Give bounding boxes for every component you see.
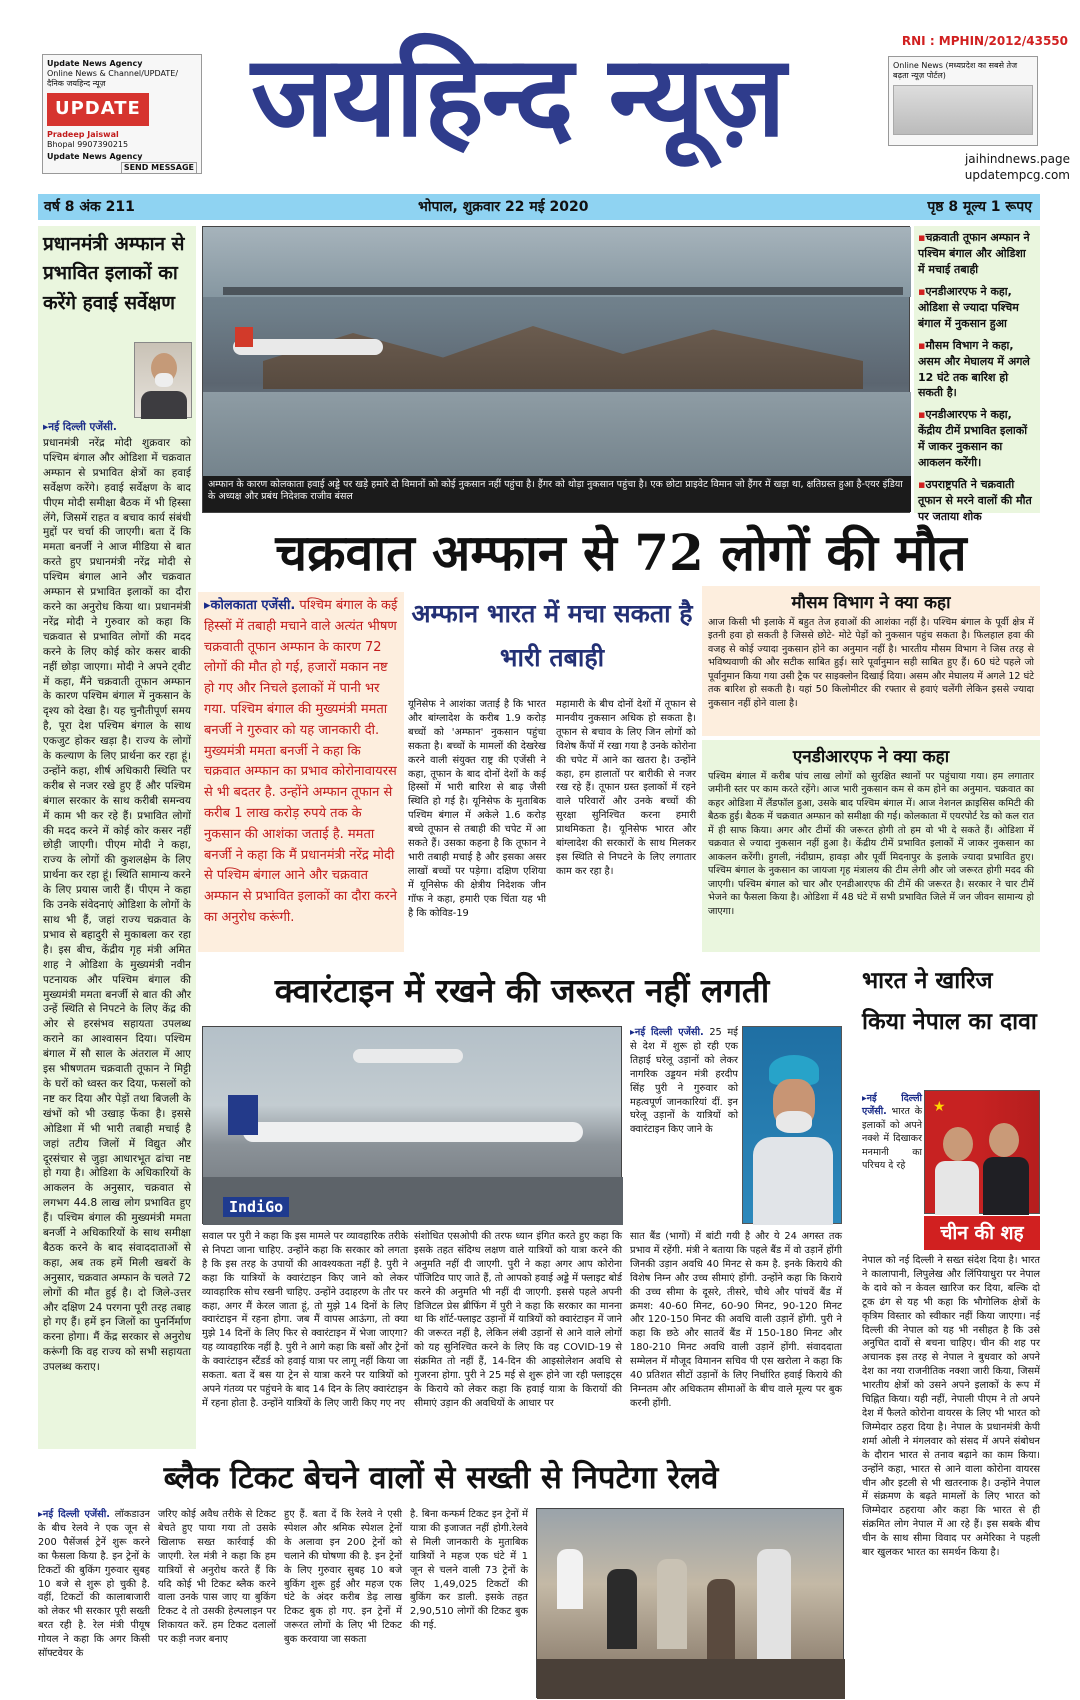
right-advertisement[interactable] xyxy=(888,56,1038,146)
ad-person: Pradeep Jaiswal xyxy=(47,129,119,139)
ndrf-box xyxy=(702,740,1040,952)
ad-footer: Update News Agency xyxy=(47,151,143,161)
ad-brand: Update News Agency xyxy=(47,59,143,68)
main-headline: चक्रवात अम्फान से 72 लोगों की मौत xyxy=(275,523,967,582)
left-story-dateline: नई दिल्ली एजेंसी. xyxy=(48,421,117,433)
kolkata-story: ▸कोलकाता एजेंसी. पश्चिम बंगाल के कई हिस्सों में तबाही मचाने वाले अत्यंत भीषण चक्रवाती तूफान अम्फान के कारण 72 लोगों की मौत हो गई, हजारों मकान नष्ट हो गए और निचले इलाकों में पानी भर गया. पश्चिम बंगाल की मुख्यमंत्री ममता बनर्जी ने गुरुवार को यह जानकारी दी. मुख्यमंत्री ममता बनर्जी ने कहा कि चक्रवात अम्फान का प्रभाव कोरोनावायरस से भी बदतर है. उन्होंने अम्फान तूफान से करीब 1 लाख करोड़ रुपये तक के नुकसान की आशंका जताई है. ममता बनर्जी ने कहा कि मैं प्रधानमंत्री नरेंद्र मोदी से पश्चिम बंगाल आने और चक्रवात अम्फान से प्रभावित इलाकों का दौरा करने का अनुरोध करूंगी. xyxy=(198,592,404,952)
left-story: प्रधानमंत्री अम्फान से प्रभावित इलाकों का करेंगे हवाई सर्वेक्षण ▸नई दिल्ली एजेंसी. प्रधानमंत्री नरेंद्र मोदी शुक्रवार को पश्चिम बंगाल और ओडिशा में चक्रवात अम्फान से प्रभावित क्षेत्रों का हवाई सर्वेक्षण करेंगे। हवाई सर्वेक्षण के बाद पीएम मोदी समीक्षा बैठक में भी हिस्सा लेंगे, जिसमें राहत व बचाव कार्य संबंधी मुद्दों पर चर्चा की जाएगी। बता दें कि ममता बनर्जी ने आज मीडिया से बात करते हुए प्रधानमंत्री नरेंद्र मोदी से पश्चिम बंगाल आने और चक्रवात अम्फान से प्रभावित इलाकों का दौरा करने का अनुरोध किया था। प्रधानमंत्री नरेंद्र मोदी ने गुरुवार को कहा कि चक्रवात से प्रभावित लोगों की मदद करने के लिए कोई कोर कसर बाकी नहीं छोड़ा जाएगा। मोदी ने अपने ट्वीट में कहा, मैंने चक्रवाती तूफान अम्फान के कारण पश्चिम बंगाल में नुकसान के दृश्य को देखा है। यह चुनौतीपूर्ण समय है, पूरा देश पश्चिम बंगाल के साथ एकजुट होकर खड़ा है। राज्य के लोगों के कल्याण के लिए प्रार्थना कर रहा हूं। उन्होंने कहा, शीर्ष अधिकारी स्थिति पर करीब से नजर रखे हुए हैं और पश्चिम बंगाल सरकार के साथ करीबी समन्वय में काम भी कर रहे हैं। प्रभावित लोगों की मदद करने में कोई कोर कसर नहीं छोड़ी जाएगी। पीएम मोदी ने कहा, राज्य के लोगों की कुशलक्षेम के लिए प्रार्थना कर रहा हूं। स्थिति सामान्य करने के लिए प्रयास जारी हैं। पीएम ने कहा कि उनके संवेदनाएं ओडिशा के लोगों के साथ भी हैं, जहां राज्य चक्रवात के प्रभाव से बहादुरी से मुकाबला कर रहा है। इस बीच, केंद्रीय गृह मंत्री अमित शाह ने ओडिशा के मुख्यमंत्री नवीन पटनायक और पश्चिम बंगाल की मुख्यमंत्री ममता बनर्जी से बात की और उन्हें स्थिति से निपटने के लिए केंद्र की ओर से हरसंभव सहायता उपलब्ध कराने का आश्वासन दिया। पश्चिम बंगाल में सौ साल के अंतराल में आए इस भीषणतम चक्रवाती तूफान ने मिट्टी के घरों को ध्वस्त कर दिया, फसलों को नष्ट कर दिया और पेड़ों तथा बिजली के खंभों को भी उखाड़ फेंका है। इससे ओडिशा में भी भारी तबाही मचाई है जहां तटीय जिलों में विद्युत और दूरसंचार से जुड़ा आधारभूत ढांचा नष्ट हो गया है। ओडिशा के अधिकारियों के आकलन के अनुसार, चक्रवात से लगभग 44.8 लाख लोग प्रभावित हुए हैं। पश्चिम बंगाल की मुख्यमंत्री ममता बनर्जी ने अधिकारियों के साथ समीक्षा बैठक करने के बाद संवाददाताओं से कहा, अब तक हमें मिली खबरों के अनुसार, चक्रवात अम्फान के चलते 72 लोगों की मौत हुई है। दो जिले-उत्तर और दक्षिण 24 परगना पूरी तरह तबाह हो गए हैं। हमें इन जिलों का पुनर्निर्माण करना होगा। मैं केंद्र सरकार से अनुरोध करूंगी कि वह राज्य को सभी सहायता उपलब्ध कराए। xyxy=(38,226,196,1449)
quarantine-col-2: संशोधित एसओपी की तरफ ध्यान इंगित करते हुए कहा कि इसके तहत संदिग्ध लक्षण वाले यात्रियों को यात्रा करने की अनुमति नहीं दी जाएगी. पुरी ने कहा अगर आप कोरोना पॉजिटिव पाए जाते हैं, तो आपको हवाई अड्डे में फ्लाइट बोर्ड करने की अनुमति भी नहीं दी जाएगी. इससे पहले अपनी डिजिटल प्रेस ब्रीफिंग में पुरी ने कहा कि सरकार का मानना था कि शॉर्ट-फ्लाइट उड़ानों में यात्रियों को क्वारंटाइन में जाने की जरूरत नहीं है, लेकिन लंबी उड़ानों से आने वाले लोगों को यह सुनिश्चित करने के लिए कि वह COVID-19 से संक्रमित तो नहीं हैं, 14-दिन की आइसोलेशन अवधि से गुजरना होगा. पुरी ने 25 मई से शुरू होने जा रही फ्लाइट्स के किराये को लेकर कहा कि हवाई यात्रा के किरायों की सीमाएं उड़ान की अवधियों के आधार पर xyxy=(414,1231,622,1409)
highlight-item: ▪एनडीआरएफ ने कहा, केंद्रीय टीमें प्रभावित इलाकों में जाकर नुकसान का आकलन करेंगी। xyxy=(918,408,1028,470)
quarantine-intro-text: 25 मई से देश में शुरू हो रही एक तिहाई घरेलू उड़ानों को लेकर नागरिक उड्डयन मंत्री हरदीप सिंह पुरी ने गुरुवार को महत्वपूर्ण जानकारियां दीं. इन घरेलू उड़ानों के यात्रियों को क्वारंटाइन किए जाने के xyxy=(630,1027,738,1136)
left-story-body: प्रधानमंत्री नरेंद्र मोदी शुक्रवार को पश्चिम बंगाल और ओडिशा में चक्रवात अम्फान से प्रभावित क्षेत्रों का हवाई सर्वेक्षण करेंगे। हवाई सर्वेक्षण के बाद पीएम मोदी समीक्षा बैठक में भी हिस्सा लेंगे, जिसमें राहत व बचाव कार्य संबंधी मुद्दों पर चर्चा की जाएगी। बता दें कि ममता बनर्जी ने आज मीडिया से बात करते हुए प्रधानमंत्री नरेंद्र मोदी से पश्चिम बंगाल आने और चक्रवात अम्फान से प्रभावित इलाकों का दौरा करने का अनुरोध किया था। प्रधानमंत्री नरेंद्र मोदी ने गुरुवार को कहा कि चक्रवात से प्रभावित लोगों की मदद करने के लिए कोई कोर कसर बाकी नहीं छोड़ा जाएगा। मोदी ने अपने ट्वीट में कहा, मैंने चक्रवाती तूफान अम्फान के कारण पश्चिम बंगाल में नुकसान के दृश्य को देखा है। यह चुनौतीपूर्ण समय है, पूरा देश पश्चिम बंगाल के साथ एकजुट होकर खड़ा है। राज्य के लोगों के कल्याण के लिए प्रार्थना कर रहा हूं। उन्होंने कहा, शीर्ष अधिकारी स्थिति पर करीब से नजर रखे हुए हैं और पश्चिम बंगाल सरकार के साथ करीबी समन्वय में काम भी कर रहे हैं। प्रभावित लोगों की मदद करने में कोई कोर कसर नहीं छोड़ी जाएगी। पीएम मोदी ने कहा, राज्य के लोगों की कुशलक्षेम के लिए प्रार्थना कर रहा हूं। स्थिति सामान्य करने के लिए प्रयास जारी हैं। पीएम ने कहा कि उनके संवेदनाएं ओडिशा के लोगों के साथ भी हैं, जहां राज्य चक्रवात के प्रभाव से बहादुरी से मुकाबला कर रहा है। इस बीच, केंद्रीय गृह मंत्री अमित शाह ने ओडिशा के मुख्यमंत्री नवीन पटनायक और पश्चिम बंगाल की मुख्यमंत्री ममता बनर्जी से बात की और उन्हें स्थिति से निपटने के लिए केंद्र की ओर से हरसंभव सहायता उपलब्ध कराने का आश्वासन दिया। पश्चिम बंगाल में सौ साल के अंतराल में आए इस भीषणतम चक्रवाती तूफान ने मिट्टी के घरों को ध्वस्त कर दिया, फसलों को नष्ट कर दिया और पेड़ों तथा बिजली के खंभों को भी उखाड़ फेंका है। इससे ओडिशा में भी भारी तबाही मचाई है जहां तटीय जिलों में विद्युत और दूरसंचार से जुड़ा आधारभूत ढांचा नष्ट हो गया है। ओडिशा के अधिकारियों के आकलन के अनुसार, चक्रवात से लगभग 44.8 लाख लोग प्रभावित हुए हैं। पश्चिम बंगाल की मुख्यमंत्री ममता बनर्जी ने अधिकारियों के साथ समीक्षा बैठक करने के बाद संवाददाताओं से कहा, अब तक हमें मिली खबरों के अनुसार, चक्रवात अम्फान के चलते 72 लोगों की मौत हुई है। दो जिले-उत्तर और दक्षिण 24 परगना पूरी तरह तबाह हो गए हैं। हमें इन जिलों का पुनर्निर्माण करना होगा। मैं केंद्र सरकार से अनुरोध करूंगी कि वह राज्य को सभी सहायता उपलब्ध कराए। xyxy=(43,437,191,1374)
website-1[interactable]: jaihindnews.page xyxy=(964,152,1070,166)
quarantine-dateline: नई दिल्ली एजेंसी. xyxy=(634,1027,704,1038)
unicef-story xyxy=(408,592,696,952)
airport-flood-photo xyxy=(202,226,910,513)
railway-col-1-text: लॉकडाउन के बीच रेलवे ने एक जून से 200 पैसेंजर्स ट्रेनें शुरू करने का फैसला किया है. इन ट्रेनों के टिकटों की बुकिंग गुरुवार सुबह 10 बजे से शुरू हो चुकी है. वहीं, टिकटों की कालाबाजारी को लेकर भी सरकार पूरी सख्ती बरत रही है. रेल मंत्री पीयूष गोयल ने कहा कि अगर किसी सॉफ्टवेयर के xyxy=(38,1509,150,1660)
railway-col-4: है. बिना कन्फर्म टिकट इन ट्रेनों में यात्रा की इजाजत नहीं होगी.रेलवे से मिली जानकारी के मुताबिक यात्रियों ने महज एक घंटे में 1 जून से चलने वाली 73 ट्रेनों के लिए 1,49,025 टिकटों की बुकिंग कर डाली. इसके तहत 2,90,510 लोगों की टिकट बुक की गई. xyxy=(410,1509,528,1632)
quarantine-col-1: सवाल पर पुरी ने कहा कि इस मामले पर व्यावहारिक तरीके से निपटा जाना चाहिए. उन्होंने कहा कि सरकार को लगता है कि इस तरह के उपायों की आवश्यकता नहीं है. पुरी ने कहा कि यात्रियों के क्वारंटाइन किए जाने को लेकर व्यावहारिक सोच रखनी चाहिए. उन्होंने उदाहरण के तौर पर कहा, अगर मैं केरल जाता हूं, तो मुझे 14 दिनों के लिए क्वारंटाइन में रहना होगा. जब मैं वापस आऊंगा, तो क्या मुझे 14 दिनों के लिए फिर से क्वारंटाइन में भेजा जाएगा? यह व्यावहारिक नहीं है. पुरी ने आगे कहा कि बसों और ट्रेनों के क्वारंटाइन स्टैंडर्ड को हवाई यात्रा पर लागू नहीं किया जा सकता. बता दें बस या ट्रेन से यात्रा करने पर यात्रियों को अपने गंतव्य पर पहुंचने के बाद 14 दिन के लिए क्वारंटाइन में रहना होता है. उन्होंने यात्रियों के लिए जारी किए गए नए xyxy=(202,1231,408,1409)
left-advertisement[interactable] xyxy=(42,54,202,174)
quarantine-intro: ▸नई दिल्ली एजेंसी. 25 मई से देश में शुरू हो रही एक तिहाई घरेलू उड़ानों को लेकर नागरिक उड्डयन मंत्री हरदीप सिंह पुरी ने गुरुवार को महत्वपूर्ण जानकारियां दीं. इन घरेलू उड़ानों के यात्रियों को क्वारंटाइन किए जाने के xyxy=(630,1027,738,1136)
railway-col-2: जरिए कोई अवैध तरीके से टिकट बेचते हुए पाया गया तो उसके खिलाफ सख्त कार्रवाई की जाएगी. रेल मंत्री ने कहा कि हम यात्रियों से अनुरोध करते हैं कि यदि कोई भी टिकट ब्लैक करने वाला उनके पास जाए या बुकिंग टिकट दे तो उसकी हेल्पलाइन पर शिकायत करें. हम टिकट दलालों पर कड़ी नजर बनाए xyxy=(158,1509,276,1646)
nepal-dateline: नई दिल्ली एजेंसी. xyxy=(862,1093,922,1118)
right-ad-text: Online News (मध्यप्रदेश का सबसे तेज बढ़ता न्यूज़ पोर्टल) xyxy=(893,61,1018,80)
rni-number: RNI : MPHIN/2012/43550 xyxy=(901,34,1068,48)
page-price: पृष्ठ 8 मूल्य 1 रूपए xyxy=(927,199,1032,215)
masthead xyxy=(0,0,1080,190)
ad-phone: Bhopal 9907390215 xyxy=(47,139,129,149)
indigo-plane-photo xyxy=(202,1026,622,1224)
weather-headline: मौसम विभाग ने क्या कहा xyxy=(791,593,951,613)
railway-dateline: नई दिल्ली एजेंसी. xyxy=(42,1509,111,1520)
send-message-button[interactable]: SEND MESSAGE xyxy=(121,162,197,174)
place-date: भोपाल, शुक्रवार 22 मई 2020 xyxy=(418,199,589,215)
quarantine-col-3: सात बैंड (भागों) में बांटी गयी है और ये 24 अगस्त तक प्रभाव में रहेंगी. मंत्री ने बताया कि पहले बैंड में वो उड़ानें होंगी जिनकी उड़ान अवधि 40 मिनट से कम है. इनके किराये की विशेष निम्न और उच्च सीमाएं होंगी. उन्होंने कहा कि किराये की उच्च सीमा के दूसरे, तीसरे, चौथे और पांचवें बैंड में क्रमश: 40-60 मिनट, 60-90 मिनट, 90-120 मिनट और 120-150 मिनट की अवधि वाली उड़ानें होंगी. पुरी ने कहा कि छठे और सातवें बैंड में 150-180 मिनट और 180-210 मिनट अवधि वाली उड़ानें होंगी. संवाददाता सम्मेलन में मौजूद विमानन सचिव पी एस खरोला ने कहा कि 40 प्रतिशत सीटों उड़ानों के लिए निर्धारित हवाई किराये की निम्नतम और अधिकतम सीमाओं के बीच वाले मूल्य पर बुक करनी होंगी. xyxy=(630,1231,842,1409)
kolkata-dateline: कोलकाता एजेंसी. xyxy=(210,598,296,613)
ndrf-body: पश्चिम बंगाल में करीब पांच लाख लोगों को सुरक्षित स्थानों पर पहुंचाया गया। हम लगातार जमीनी स्तर पर काम करते रहेंगे। आज भारी नुकसान कम से कम होने का अनुमान. चक्रवात का कहर ओडिशा में लैंडफॉल हुआ, उसके बाद पश्चिम बंगाल में। आज नेशनल क्राइसिस कमिटी की बैठक हुई। बैठक में चक्रवात अम्फान को समीक्षा की गई। कोलकाता में एयरपोर्ट रेड को कल रात में ही साफ किया। अगर और टीमों की जरूरत होगी तो हम वो भी दे सकते हैं। ओडिशा में चक्रवात से ज्यादा नुकसान नहीं हुआ है। केंद्रीय टीमें प्रभावित इलाकों में जाकर नुकसान का आकलन करेंगी। हुगली, नंदीग्राम, हावड़ा और पूर्वी मिदनापुर के इलाके ज्यादा प्रभावित हुए। पश्चिम बंगाल के नुकसान का जायजा गृह मंत्रालय की टीम लेगी और जो जरूरत होगी मदद की जाएगी। पश्चिम बंगाल को चार और एनडीआरएफ की टीमें की जरूरत है। सरकार ने चार टीमें भेजने का फैसला किया है। ओडिशा में 48 घंटे में सभी प्रभावित जिले में जन जीवन सामान्य हो जाएगा। xyxy=(708,771,1034,917)
modi-photo xyxy=(134,342,192,418)
issue-number: वर्ष 8 अंक 211 xyxy=(44,199,135,215)
unicef-col-2: महामारी के बीच दोनों देशों में तूफान से मानवीय नुकसान अधिक हो सकता है। तूफान से बचाव के लिए जिन लोगों को विशेष कैंपों में रखा गया है उनके कोरोना की चपेट में आने का खतरा है। उन्होंने कहा, हम हालातों पर बारीकी से नजर रख रहे हैं। तूफान ग्रस्त इलाकों में रहने वाले परिवारों और उनके बच्चों की सुरक्षा सुनिश्चित करना हमारी प्राथमिकता है। यूनिसेफ भारत और बांग्लादेश की सरकारों के साथ मिलकर इस स्थिति से निपटने के लिए लगातार काम कर रहा है। xyxy=(556,699,696,877)
railway-col-3: हुए हैं. बता दें कि रेलवे ने एसी स्पेशल और श्रमिक स्पेशल ट्रेनों के अलावा इन 200 ट्रेनों को चलाने की घोषणा की है. इन ट्रेनों के लिए गुरुवार सुबह 10 बजे बुकिंग शुरू हुई और महज एक घंटे के अंदर करीब डेढ़ लाख टिकट बुक हो गए. इन ट्रेनों में जरूरत लोगों के लिए भी टिकट बुक करवाया जा सकता xyxy=(284,1509,402,1646)
highlight-item: ▪एनडीआरएफ ने कहा, ओडिशा से ज्यादा पश्चिम बंगाल में नुकसान हुआ xyxy=(918,284,1019,330)
nepal-body: नेपाल को नई दिल्ली ने सख्त संदेश दिया है। भारत ने कालापानी, लिपुलेख और लिंपियाधुरा पर नेपाल के दावे को न केवल खारिज कर दिया, बल्कि दो टूक ढंग से यह भी कहा कि भौगोलिक क्षेत्रों के कृत्रिम विस्तार को स्वीकार नहीं किया जाएगा। नई दिल्ली की नेपाल को यह भी नसीहत है कि उसे अनुचित दावों से बचना चाहिए। चीन की शह पर अचानक इस तरह से नेपाल ने बुधवार को अपने देश का नया राजनीतिक नक्शा जारी किया, जिसमें भारतीय क्षेत्रों को उसने अपने इलाकों के रूप में चिह्नित किया। यही नहीं, नेपाली पीएम ने तो अपने देश में फैलते कोरोना वायरस के लिए भी भारत को जिम्मेदार ठहरा दिया है। नेपाल के प्रधानमंत्री केपी शर्मा ओली ने मंगलवार को संसद में अपने संबोधन के दौरान भारत से तनाव बढ़ाने का काम किया। उन्होंने कहा, भारत से आने वाला कोरोना वायरस चीन और इटली से भी खतरनाक है। उन्होंने नेपाल में संक्रमण के बढ़ते मामलों के लिए भारत को जिम्मेदार ठहराया और कहा कि भारत से ही संक्रमित लोग नेपाल में आ रहे हैं। इस सबके बीच चीन के साथ सीमा विवाद पर अमेरिका ने पहली बार खुलकर भारत का समर्थन किया है। xyxy=(862,1255,1040,1559)
quarantine-headline: क्वारंटाइन में रखने की जरूरत नहीं लगती xyxy=(274,971,770,1010)
unicef-headline: अम्फान भारत में मचा सकता है भारी तबाही xyxy=(411,599,693,672)
newspaper-title: जयहिन्द न्यूज़ xyxy=(251,31,784,162)
website-2[interactable]: updatempcg.com xyxy=(964,168,1070,182)
unicef-col-1: यूनिसेफ ने आशंका जताई है कि भारत और बांग्लादेश के करीब 1.9 करोड़ बच्चों को 'अम्फान' नुकसान पहुंचा सकता है। बच्चों के मामलों की देखरेख करने वाली संयुक्त राष्ट्र की एजेंसी ने कहा, तूफान के बाद दोनों देशों के कई हिस्सों में भारी बारिश से बाढ़ जैसी स्थिति हो गई है। यूनिसेफ के मुताबिक पश्चिम बंगाल में अकेले 1.6 करोड़ बच्चे तूफान से तबाही की चपेट में आ सकते हैं। उसका कहना है कि तूफान ने भारी तबाही मचाई है और इसका असर लाखों बच्चों पर पड़ेगा। दक्षिण एशिया में यूनिसेफ की क्षेत्रीय निदेशक जीन गॉफ ने कहा, हमारी एक चिंता यह भी है कि कोविड-19 xyxy=(408,699,546,919)
highlights-box xyxy=(914,226,1040,523)
weather-body: आज किसी भी इलाके में बहुत तेज हवाओं की आशंका नहीं है। पश्चिम बंगाल के पूर्वी क्षेत्र में इतनी हवा हो सकती है जिससे छोटे- मोटे पेड़ों को नुकसान पहुंच सकता है। फिलहाल हवा की वजह से कोई ज्यादा नुकसान होने का अनुमान नहीं है। भारतीय मौसम विभाग ने जिस तरह से भविष्यवाणी की और सटीक साबित हुई। सारे पूर्वानुमान सही साबित हुए हैं। 60 घंटे पहले जो पूर्वानुमान किया गया उसी ट्रैक पर साइक्लोन दिखाई दिया। असम और मेघालय में अगले 12 घंटे तक बारिश हो सकती है। यहां 50 किलोमीटर की रफ्तार से हवाएं चलेंगी लेकिन इससे ज्यादा नुकसान नहीं होने वाला है। xyxy=(708,617,1034,709)
nepal-intro: भारत के इलाकों को अपने नक्शे में दिखाकर मनमानी का परिचय दे रहे xyxy=(862,1106,922,1172)
left-story-headline: प्रधानमंत्री अम्फान से प्रभावित इलाकों का करेंगे हवाई सर्वेक्षण xyxy=(43,233,185,314)
ad-line: Online News & Channel/UPDATE/ दैनिक जयहिन्द न्यूज़ xyxy=(47,69,179,88)
railway-col-1: ▸नई दिल्ली एजेंसी. लॉकडाउन के बीच रेलवे ने एक जून से 200 पैसेंजर्स ट्रेनें शुरू करने का फैसला किया है. इन ट्रेनों के टिकटों की बुकिंग गुरुवार सुबह 10 बजे से शुरू हो चुकी है. वहीं, टिकटों की कालाबाजारी को लेकर भी सरकार पूरी सख्ती बरत रही है. रेल मंत्री पीयूष गोयल ने कहा कि अगर किसी सॉफ्टवेयर के xyxy=(38,1509,150,1660)
nepal-story: भारत ने खारिज किया नेपाल का दावा ▸नई दिल्ली एजेंसी. भारत के इलाकों को अपने नक्शे में दिखाकर मनमानी का परिचय दे रहे ★ चीन की शह नेपाल को नई दिल्ली ने सख्त संदेश दिया है। भारत ने कालापानी, लिपुलेख और लिंपियाधुरा पर नेपाल के दावे को न केवल खारिज कर दिया, बल्कि दो टूक ढंग से यह भी कहा कि भौगोलिक क्षेत्रों के कृत्रिम विस्तार को स्वीकार नहीं किया जाएगा। नई दिल्ली की नेपाल को यह भी नसीहत है कि उसे अनुचित दावों से बचना चाहिए। चीन की शह पर अचानक इस तरह से नेपाल ने बुधवार को अपने देश का नया राजनीतिक नक्शा जारी किया, जिसमें भारतीय क्षेत्रों को उसने अपने इलाकों के रूप में चिह्नित किया। यही नहीं, नेपाली पीएम ने तो अपने देश में फैलते कोरोना वायरस के लिए भी भारत को जिम्मेदार ठहरा दिया है। नेपाल के प्रधानमंत्री केपी शर्मा ओली ने मंगलवार को संसद में अपने संबोधन के दौरान भारत से तनाव बढ़ाने का काम किया। उन्होंने कहा, भारत से आने वाला कोरोना वायरस चीन और इटली से भी खतरनाक है। उन्होंने नेपाल में संक्रमण के बढ़ते मामलों के लिए भारत को जिम्मेदार ठहराया और कहा कि भारत से ही संक्रमित लोग नेपाल में आ रहे हैं। इस सबके बीच चीन के साथ सीमा विवाद पर अमेरिका ने पहली बार खुलकर भारत का समर्थन किया है। xyxy=(848,960,1040,1700)
date-bar xyxy=(38,194,1040,220)
weather-box xyxy=(702,586,1040,736)
photo-caption: अम्फान के कारण कोलकाता हवाई अड्डे पर खड़े हमारे दो विमानों को कोई नुकसान नहीं पहुंचा है। हैंगर को थोड़ा नुकसान पहुंचा है। एक छोटा प्राइवेट विमान जो हैंगर में खड़ा था, क्षतिग्रस्त हुआ है-एयर इंडिया के अध्यक्ष और प्रबंध निदेशक राजीव बंसल xyxy=(203,476,911,512)
nepal-china-photo: ★ xyxy=(924,1090,1040,1214)
indigo-label: IndiGo xyxy=(223,1197,289,1217)
hardeep-puri-photo xyxy=(742,1026,842,1224)
right-ad-thumbnail xyxy=(893,85,1033,135)
kolkata-body: पश्चिम बंगाल के कई हिस्सों में तबाही मचाने वाले अत्यंत भीषण चक्रवाती तूफान अम्फान के कारण 72 लोगों की मौत हो गई, हजारों मकान नष्ट हो गए और निचले इलाकों में पानी भर गया. पश्चिम बंगाल की मुख्यमंत्री ममता बनर्जी ने गुरुवार को यह जानकारी दी. मुख्यमंत्री ममता बनर्जी ने कहा कि चक्रवात अम्फान का प्रभाव कोरोनावायरस से भी बदतर है. उन्होंने अम्फान तूफान से करीब 1 लाख करोड़ रुपये तक के नुकसान की आशंका जताई है. ममता बनर्जी ने कहा कि मैं प्रधानमंत्री नरेंद्र मोदी से पश्चिम बंगाल आने और चक्रवात अम्फान से प्रभावित इलाकों का दौरा करने का अनुरोध करूंगी. xyxy=(204,598,398,925)
highlight-item: ▪मौसम विभाग ने कहा, असम और मेघालय में अगले 12 घंटे तक बारिश हो सकती है। xyxy=(918,338,1030,400)
highlight-item: ▪उपराष्ट्रपति ने चक्रवाती तूफान से मरने वालों की मौत पर जताया शोक xyxy=(918,478,1032,523)
railway-station-photo xyxy=(536,1508,844,1698)
nepal-headline: भारत ने खारिज किया नेपाल का दावा xyxy=(862,967,1037,1036)
china-badge: चीन की शह xyxy=(924,1216,1040,1250)
ad-update-badge: UPDATE xyxy=(47,93,149,126)
ndrf-headline: एनडीआरएफ ने क्या कहा xyxy=(792,747,950,767)
highlight-item: ▪चक्रवाती तूफान अम्फान ने पश्चिम बंगाल और ओडिशा में मचाई तबाही xyxy=(918,231,1030,276)
railway-headline: ब्लैक टिकट बेचने वालों से सख्ती से निपटेगा रेलवे xyxy=(163,1460,719,1496)
